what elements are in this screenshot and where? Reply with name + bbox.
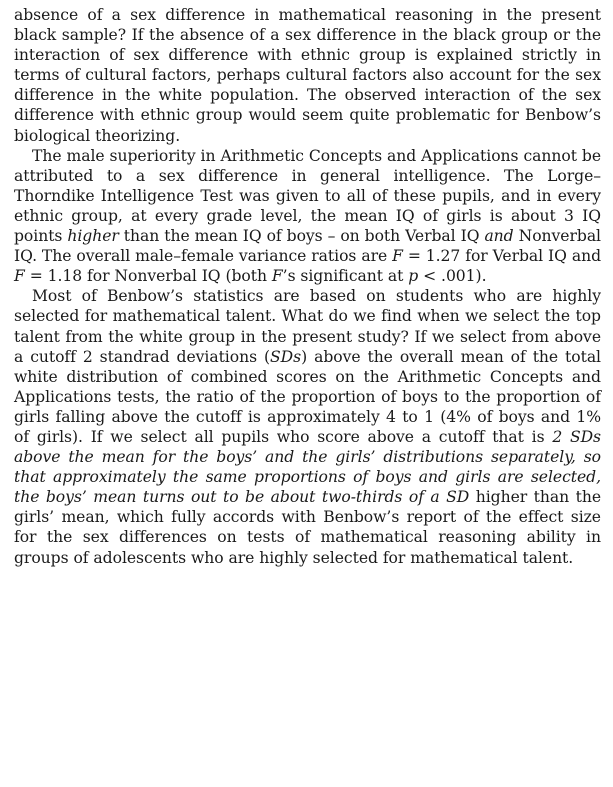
text-segment: = 1.18 for Nonverbal IQ (both [24,267,272,286]
paragraph-2 [14,146,601,287]
italic-text-segment: F [14,267,25,286]
text-segment: than the mean IQ of boys – on both Verbal IQ [118,227,485,246]
text-segment: ’s significant at [282,267,409,286]
italic-text-segment: SDs [270,347,302,366]
italic-text-segment: and [484,227,514,246]
text-segment: < .001). [418,267,487,286]
italic-text-segment: F [392,247,403,266]
text-segment: The male superiority in Arithmetic Concepts and Applications cannot be attributed to a sex difference in general intelligence. The Lorge–Thorndike Intelligence Test was given to all of these pupils, and in every ethnic group, at every grade level, the mean IQ of girls is about 3 IQ points [14,146,601,246]
text-segment: absence of a sex difference in mathematical reasoning in the present black sample? If the absence of a sex difference in the black group or the interaction of sex difference with ethnic group is explained strictly in terms of cultural factors, perhaps cultural factors also account for the sex difference in the white population. The observed interaction of the sex difference with ethnic group would seem quite problematic for Benbow’s biological theorizing. [14,6,601,145]
italic-text-segment: p [408,267,419,286]
text-segment: = 1.27 for Verbal IQ and [402,247,601,266]
paragraph-1 [14,5,601,146]
italic-text-segment: F [271,267,283,286]
text-segment: ) above the overall mean of the total white distribution of combined scores on the Arithmetic Concepts and Applications tests, the ratio of the proportion of boys to the proportion of girls falling above the cutoff is approximately 4 to 1 (4% of boys and 1% of girls). If we select all pupils who score above a cutoff that is [14,347,601,446]
text-segment: higher than the girls’ mean, which fully accords with Benbow’s report of the effect size for the sex differences on tests of mathematical reasoning ability in groups of adolescents who are highly selected for mathematical talent. [14,488,602,567]
text-segment: Nonverbal IQ. The overall male–female variance ratios are [14,227,601,266]
text-segment: Most of Benbow’s statistics are based on students who are highly selected for mathematical talent. What do we find when we select the top talent from the white group in the present study? If we select from above a cutoff 2 standrad deviations ( [14,287,601,366]
paragraph-3 [14,286,601,567]
italic-text-segment: higher [67,227,119,246]
italic-text-segment: 2 SDs above the mean for the boys’ and the girls’ distributions separately, so that approximately the same proportions of boys and girls are selected, the boys’ mean turns out to be about two-thirds of a SD [14,427,601,507]
